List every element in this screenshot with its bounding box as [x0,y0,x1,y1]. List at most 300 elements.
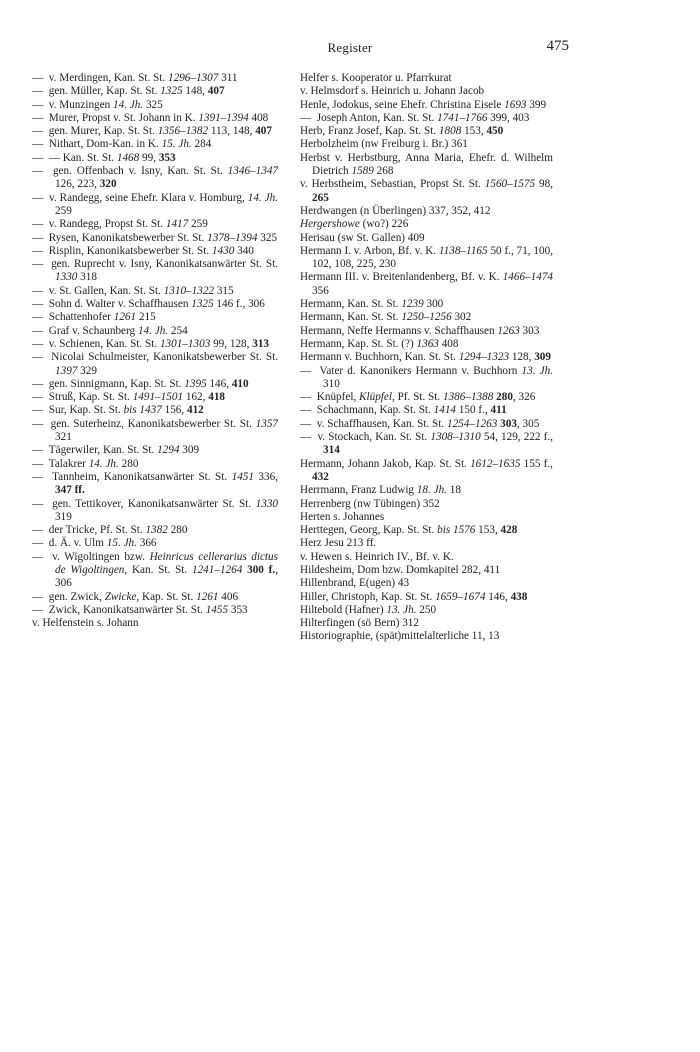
entry-text: 148, [182,85,208,98]
entry-text: Herttegen, Georg, Kap. St. St. [300,524,438,537]
entry-text: v. Randegg, seine Ehefr. Klara v. Homburg, [49,191,248,204]
entry-date: 1430 [211,244,235,257]
entry-date: 14. Jh. [88,457,119,470]
entry-text: gen. Müller, Kap. St. St. [48,85,161,98]
entry-text: Kap. St. St. [139,590,197,603]
page-number: 475 [546,38,569,54]
entry-text: , 326 [512,391,536,404]
entry-text: Herbolzheim (nw Freiburg i. Br.) 361 [300,138,468,151]
repeat-dash: — [300,404,317,417]
repeat-dash: — [32,111,49,124]
index-entry [32,218,278,231]
repeat-dash: — [32,351,52,364]
entry-text: 303 [519,324,540,337]
index-entry [300,351,553,364]
entry-date: 1417 [165,218,189,231]
entry-main-ref: 353 [158,151,176,164]
repeat-dash: — [32,284,49,297]
entry-main-ref: 410 [231,377,249,390]
entry-text: 399, 403 [487,111,530,124]
entry-date: 1378–1394 [207,231,258,244]
entry-text: 280 [167,524,188,537]
entry-date: 15. Jh. [106,537,137,550]
entry-main-ref: 428 [500,524,518,537]
entry-date: 1693 [504,98,527,111]
entry-text: 310 [323,377,340,390]
entry-text: 259 [55,204,72,217]
index-entry [300,205,553,218]
repeat-dash: — [32,404,49,417]
entry-text: 356 [312,284,329,297]
entry-text: Struß, Kap. St. St. [48,391,133,404]
entry-date: 1589 [351,165,374,178]
entry-date: 1468 [116,151,140,164]
entry-text: v. Herbstheim, Sebastian, Propst St. St. [300,178,485,191]
entry-text: d. Ä. v. Ulm [48,537,107,550]
entry-text: 408 [248,111,269,124]
entry-main-ref: 438 [510,590,528,603]
entry-text: Sur, Kap. St. St. [48,404,124,417]
entry-text: gen. Murer, Kap. St. St. [48,125,158,138]
entry-text: 336, [253,470,279,483]
entry-text: 406 [218,590,239,603]
entry-date: 1357 [255,417,278,430]
entry-main-ref: 314 [323,444,340,457]
entry-text: 18 [446,484,461,497]
entry-date: 1241–1264 [191,563,243,576]
index-entry [300,418,553,431]
entry-text: 146, [206,377,232,390]
index-entry [32,404,278,417]
entry-text: Hildesheim, Dom bzw. Domkapitel 282, 411 [300,563,501,576]
entry-date: 1346–1347 [227,165,279,178]
entry-date: Klüpfel, [359,391,395,404]
entry-text: gen. Ruprecht v. Isny, Kanonikatsanwärter St. St. [51,258,279,271]
repeat-dash: — [32,417,51,430]
entry-text: Tannheim, Kanonikatsanwärter St. St. [52,470,232,483]
entry-date: 1414 [433,404,456,417]
entry-date: 1239 [401,298,424,311]
entry-date: 14. Jh. [247,191,278,204]
repeat-dash: — [32,311,49,324]
index-entry [300,591,553,604]
entry-text: gen. Tettikover, Kanonikatsanwärter St. St. [52,497,256,510]
entry-text: Hillenbrand, E(ugen) 43 [300,577,410,590]
index-entry [32,125,278,138]
entry-main-ref: 407 [207,85,225,98]
entry-text: Hermann, Kap. St. St. (?) [300,337,417,350]
entry-date: 1391–1394 [198,111,249,124]
entry-text: Tägerwiler, Kan. St. St. [48,444,158,457]
entry-date: 1325 [160,85,183,98]
entry-date: 1451 [231,470,254,483]
entry-text: 325 [143,98,163,111]
index-entry [32,325,278,338]
repeat-dash: — [32,550,53,563]
index-column-right [300,72,553,644]
index-entry [32,72,278,85]
entry-date: 1325 [191,298,214,311]
entry-text: Schachmann, Kap. St. St. [316,404,434,417]
entry-text: Herbst v. Herbstburg, Anna Maria, Ehefr. d. Wilhelm Dietrich [300,151,553,178]
entry-date: 1294–1323 [458,351,510,364]
index-entry [300,630,553,643]
entry-text: v. Helmsdorf s. Heinrich u. Johann Jacob [300,85,485,98]
entry-date: 1741–1766 [437,111,488,124]
entry-text: Graf v. Schaunberg [48,324,138,337]
entry-text: 309 [179,444,200,457]
entry-main-ref: 303 [500,417,517,430]
entry-date: Zwicke, [104,590,140,603]
entry-text: 146 f., 306 [213,298,265,311]
index-entry [300,338,553,351]
entry-text: Historiographie, (spät)mittelalterliche 11, 13 [300,630,500,643]
index-entry [32,444,278,457]
entry-text: v. Schaffhausen, Kan. St. St. [316,417,447,430]
index-entry [300,152,553,179]
entry-date: 1363 [416,337,439,350]
entry-text: 329 [77,364,97,377]
entry-date: 1386–1388 [442,391,494,404]
entry-date: 1397 [55,364,78,377]
repeat-dash: — [32,391,49,404]
repeat-dash: — [32,524,49,537]
entry-text: 128, [509,351,535,364]
entry-date: 1466–1474 [502,271,553,284]
repeat-dash: — [32,258,52,271]
entry-text: Herisau (sw St. Gallen) 409 [300,231,425,244]
index-entry [300,604,553,617]
entry-text: 340 [234,244,254,257]
entry-date: 1261 [196,590,219,603]
entry-text: 150 f., [456,404,491,417]
index-entry [300,577,553,590]
entry-text: Herrmann, Franz Ludwig [300,484,417,497]
entry-text: Kan. St. St. [62,151,117,164]
index-entry [32,85,278,98]
entry-text: v. Schienen, Kan. St. St. [48,337,160,350]
entry-text: , 305 [516,417,540,430]
entry-date: 1308–1310 [430,431,481,444]
entry-date: 15. Jh. [161,138,192,151]
entry-text: gen. Offenbach v. Isny, Kan. St. St. [52,165,228,178]
entry-text: 318 [77,271,97,284]
index-entry [300,391,553,404]
index-entry [32,112,278,125]
entry-text: (wo?) 226 [359,218,409,231]
repeat-dash: — — [32,151,63,164]
entry-text: 254 [168,324,188,337]
entry-text: Murer, Propst v. St. Johann in K. [48,111,199,124]
index-entry [32,418,278,445]
index-entry [32,551,278,591]
repeat-dash: — [32,337,49,350]
entry-main-ref: 407 [255,125,272,138]
index-entry [300,458,553,485]
entry-text: 315 [214,284,234,297]
entry-text: Rysen, Kanonikatsbewerber St. St. [48,231,208,244]
index-entry [300,232,553,245]
repeat-dash: — [300,391,317,404]
index-entry [300,138,553,151]
entry-date: 1395 [184,377,207,390]
index-entry [300,325,553,338]
repeat-dash: — [32,244,49,257]
repeat-dash: — [32,377,49,390]
entry-text: Nicolai Schulmeister, Kanonikatsbewerber St. St. [51,351,279,364]
entry-text: Herten s. Johannes [300,510,385,523]
entry-text: gen. Zwick, [48,590,105,603]
index-entry [32,311,278,324]
entry-text: Hermann v. Buchhorn, Kan. St. St. [300,351,459,364]
repeat-dash: — [300,364,320,377]
repeat-dash: — [32,324,49,337]
entry-text: 311 [218,72,238,84]
entry-text: 268 [373,165,394,178]
entry-text: Joseph Anton, Kan. St. St. [316,111,438,124]
repeat-dash: — [32,125,49,138]
running-title: Register [327,40,373,55]
entry-text: Nithart, Dom-Kan. in K. [48,138,162,151]
index-entry [300,99,553,112]
entry-main-ref: 450 [486,125,504,138]
repeat-dash: — [300,111,317,124]
entry-date: 1560–1575 [484,178,536,191]
entry-text: Kan. St. St. [127,563,192,576]
entry-text: 54, 129, 222 f., [480,431,553,444]
index-entry [32,152,278,165]
index-entry [300,564,553,577]
repeat-dash: — [300,431,318,444]
entry-date: 1263 [497,324,520,337]
entry-date: 1612–1635 [470,457,521,470]
repeat-dash: — [32,218,49,231]
entry-text: Hermann I. v. Arbon, Bf. v. K. [300,244,439,257]
index-entry [32,471,278,498]
entry-text: Hermann III. v. Breitenlandenberg, Bf. v. K. [300,271,503,284]
entry-main-ref: 309 [534,351,551,364]
index-column-left [32,72,278,630]
index-entry [32,591,278,604]
entry-date: 1491–1501 [132,391,184,404]
entry-date: 14. Jh. [137,324,169,337]
entry-date: 1250–1256 [401,311,452,324]
entry-text: 50 f., 71, 100, 102, 108, 225, 230 [312,244,553,271]
entry-text: Knüpfel, [316,391,360,404]
entry-text: v. Merdingen, Kan. St. St. [48,72,169,84]
repeat-dash: — [32,298,49,311]
index-entry [300,125,553,138]
entry-text: v. Randegg, Propst St. St. [48,218,166,231]
entry-main-ref: 347 ff. [55,484,85,497]
entry-text: 250 [416,603,437,616]
index-entry [300,311,553,324]
entry-text: Herrenberg (nw Tübingen) 352 [300,497,440,510]
entry-text: gen. Sinnigmann, Kap. St. St. [48,377,185,390]
repeat-dash: — [32,72,49,84]
index-entry [32,351,278,378]
repeat-dash: — [32,444,49,457]
index-entry [300,551,553,564]
entry-date: 14. Jh. [113,98,144,111]
index-entry [300,431,553,458]
entry-text: Sohn d. Walter v. Schaffhausen [48,298,192,311]
entry-text: Herb, Franz Josef, Kap. St. St. [300,125,439,138]
entry-date: 1356–1382 [157,125,209,138]
index-entry [300,484,553,497]
index-entry [32,498,278,525]
entry-text: 353 [228,603,248,616]
entry-text: Hiltebold (Hafner) [300,603,387,616]
entry-text: 284 [191,138,212,151]
index-entry [32,258,278,285]
index-entry [300,178,553,205]
index-entry [32,298,278,311]
entry-text: 300 [423,298,444,311]
entry-text: 366 [136,537,157,550]
entry-date: 1261 [113,311,137,324]
entry-date: 1254–1263 [446,417,498,430]
entry-date: 1310–1322 [163,284,215,297]
entry-main-ref: 412 [186,404,204,417]
index-entry [300,511,553,524]
repeat-dash: — [32,138,49,151]
entry-text: 99, 128, [210,337,253,350]
entry-text: Hermann, Kan. St. St. [300,311,402,324]
entry-text: Schattenhofer [48,311,114,324]
index-entry [300,72,553,85]
repeat-dash: — [32,85,49,98]
entry-text: 408 [438,337,459,350]
entry-text: Hermann, Johann Jakob, Kap. St. St. [300,457,471,470]
index-entry [300,404,553,417]
entry-main-ref: 432 [312,470,329,483]
repeat-dash: — [32,537,49,550]
entry-text: 259 [188,218,208,231]
index-entry [32,524,278,537]
index-entry [300,245,553,272]
entry-main-ref: 320 [99,178,117,191]
entry-date: 1138–1165 [438,244,488,257]
index-entry [300,524,553,537]
repeat-dash: — [32,497,53,510]
entry-text: 126, 223, [55,178,100,191]
index-entry [300,537,553,550]
entry-text: v. St. Gallen, Kan. St. St. [48,284,164,297]
index-entry [32,192,278,219]
entry-text: Vater d. Kanonikers Hermann v. Buchhorn [319,364,522,377]
index-entry [32,604,278,617]
index-entry [32,138,278,151]
index-entry [32,338,278,351]
index-entry [32,391,278,404]
entry-text: 302 [451,311,472,324]
entry-text: 215 [136,311,156,324]
entry-date: 1301–1303 [159,337,211,350]
index-entry [300,365,553,392]
entry-date: 1808 [438,125,462,138]
entry-date: 18. Jh. [416,484,447,497]
entry-text: v. Wigoltingen bzw. [52,550,150,563]
entry-text: 153, [475,524,501,537]
entry-text: 99, [139,151,159,164]
entry-text: Pf. St. St. [394,391,443,404]
entry-text: Zwick, Kanonikatsanwärter St. St. [48,603,206,616]
index-entry [300,617,553,630]
entry-text: v. Hewen s. Heinrich IV., Bf. v. K. [300,550,454,563]
repeat-dash: — [32,603,49,616]
entry-text: 156, [161,404,187,417]
index-entry [32,617,278,630]
index-entry [32,232,278,245]
entry-text: 155 f., [520,457,553,470]
index-entry [32,99,278,112]
entry-main-ref: 411 [490,404,507,417]
repeat-dash: — [32,165,53,178]
index-entry [32,285,278,298]
index-entry [32,378,278,391]
repeat-dash: — [32,98,49,111]
entry-date: 1455 [205,603,229,616]
entry-text: 146, [485,590,511,603]
index-entry [32,537,278,550]
entry-text: Herdwangen (n Überlingen) 337, 352, 412 [300,204,491,217]
repeat-dash: — [32,191,50,204]
entry-text: Herz Jesu 213 ff. [300,537,377,550]
index-entry [300,298,553,311]
repeat-dash: — [300,417,317,430]
index-entry [300,218,553,231]
entry-text: v. Munzingen [48,98,113,111]
entry-text: Hermann, Neffe Hermanns v. Schaffhausen [300,324,498,337]
entry-date: 1659–1674 [435,590,486,603]
entry-text: 319 [55,510,72,523]
entry-date: Hergershowe [300,218,360,231]
entry-date: 13. Jh. [386,603,417,616]
entry-text: 113, 148, [208,125,256,138]
entry-text: 162, [183,391,209,404]
entry-text: Talakrer [48,457,89,470]
entry-main-ref: 418 [208,391,225,404]
entry-text: 321 [55,431,72,444]
entry-main-ref: 280 [496,391,513,404]
entry-text: 98, [535,178,554,191]
entry-text: Helfer s. Kooperator u. Pfarrkurat [300,72,452,84]
entry-text: Hilterfingen (sö Bern) 312 [300,617,419,630]
entry-date: bis 1576 [437,524,476,537]
entry-text: 325 [257,231,278,244]
index-entry [32,245,278,258]
entry-date: 1294 [157,444,180,457]
entry-text: Hiller, Christoph, Kap. St. St. [300,590,436,603]
index-entry [300,498,553,511]
entry-main-ref: 300 f. [247,563,276,576]
entry-text: Hermann, Kan. St. St. [300,298,402,311]
entry-text: Risplin, Kanonikatsbewerber St. St. [48,244,212,257]
entry-text: 399 [526,98,547,111]
index-entry [300,85,553,98]
entry-date: 1330 [55,271,78,284]
entry-text: gen. Suterheinz, Kanonikatsbewerber St. St. [50,417,256,430]
index-entry [300,271,553,298]
entry-date: bis 1437 [123,404,162,417]
entry-text: v. Stockach, Kan. St. St. [317,431,431,444]
repeat-dash: — [32,457,49,470]
entry-text: v. Helfenstein s. Johann [32,617,139,630]
index-entry [300,112,553,125]
entry-text: 280 [118,457,139,470]
entry-text: , 306 [55,563,278,590]
